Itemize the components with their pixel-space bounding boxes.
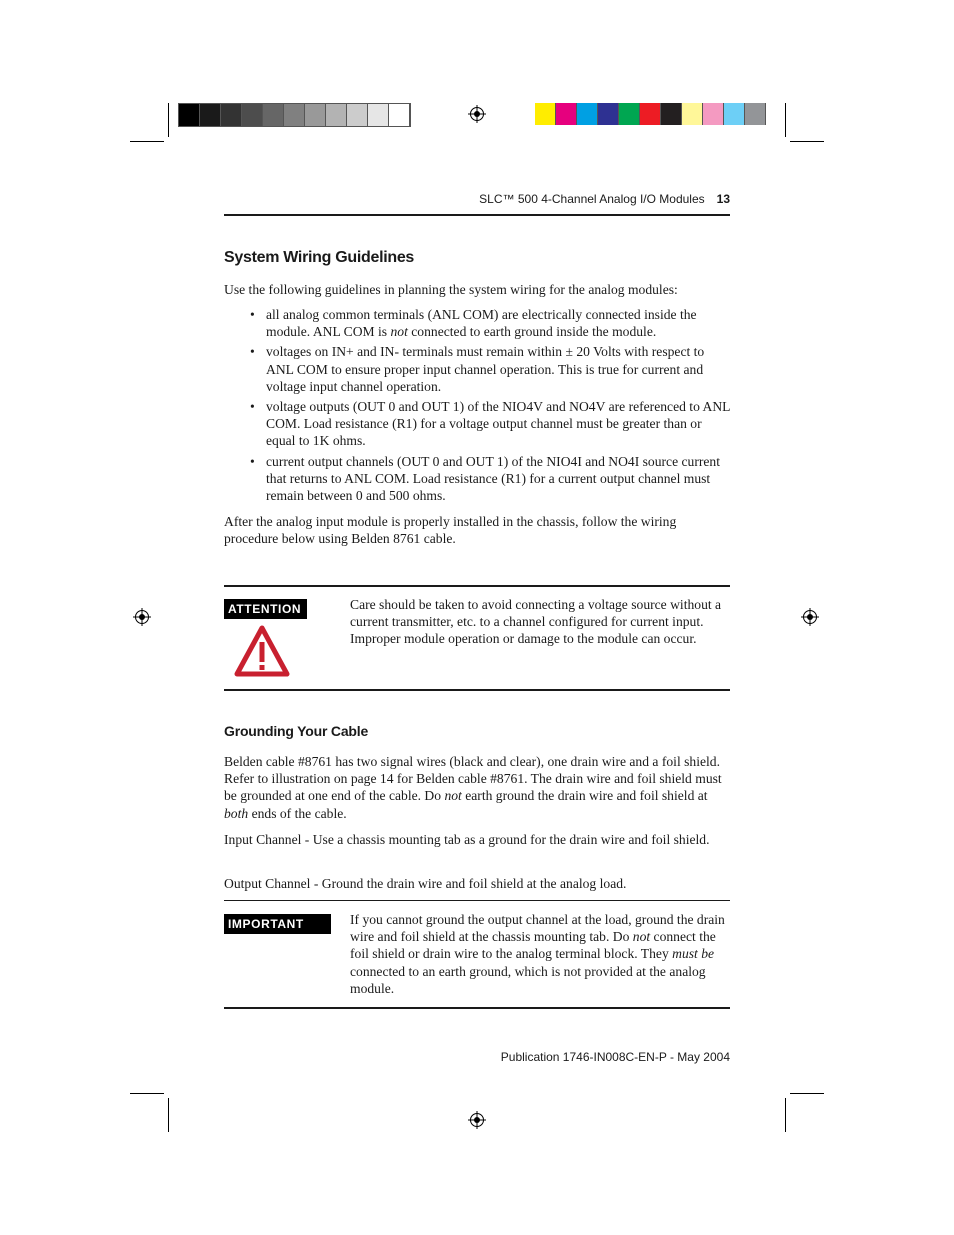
color-swatch bbox=[368, 104, 389, 126]
important-text: If you cannot ground the output channel at the load, ground the drain wire and foil shield at the chassis mounting tab. Do not connect the foil shield or drain wire to the analog terminal block. They must be connected to an earth ground, which is not provided at the analog module. bbox=[350, 912, 725, 996]
registration-mark-icon bbox=[801, 608, 819, 626]
color-swatch bbox=[745, 103, 766, 125]
color-swatch bbox=[577, 103, 598, 125]
color-swatch bbox=[682, 103, 703, 125]
crop-mark bbox=[168, 1098, 169, 1132]
color-swatch bbox=[598, 103, 619, 125]
input-channel-paragraph: Input Channel - Use a chassis mounting tab as a ground for the drain wire and foil shield. bbox=[224, 832, 710, 847]
color-swatch bbox=[724, 103, 745, 125]
wiring-procedure-paragraph: After the analog input module is properly installed in the chassis, follow the wiring procedure below using Belden 8761 cable. bbox=[224, 514, 677, 547]
page-number: 13 bbox=[716, 192, 730, 206]
color-swatch bbox=[640, 103, 661, 125]
color-swatch bbox=[556, 103, 577, 125]
crop-mark bbox=[168, 103, 169, 137]
warning-triangle-icon bbox=[234, 625, 290, 677]
important-top-rule bbox=[224, 900, 730, 901]
running-header bbox=[420, 192, 730, 206]
color-swatch bbox=[200, 104, 221, 126]
important-bottom-rule bbox=[224, 1007, 730, 1009]
list-item: • all analog common terminals (ANL COM) are electrically connected inside the module. ANL COM is not connected to earth ground inside the module. bbox=[250, 306, 730, 340]
subsection-heading: Grounding Your Cable bbox=[224, 723, 369, 739]
color-swatch bbox=[242, 104, 263, 126]
color-swatch bbox=[284, 104, 305, 126]
attention-text: Care should be taken to avoid connecting a voltage source without a current transmitter, etc. to a channel configured for current input. Improper module operation or damage to the module can occur. bbox=[350, 597, 722, 647]
crop-mark bbox=[785, 1098, 786, 1132]
crop-mark bbox=[130, 141, 164, 142]
crop-mark bbox=[790, 141, 824, 142]
header-rule bbox=[224, 214, 730, 216]
color-swatch bbox=[305, 104, 326, 126]
crop-mark bbox=[130, 1093, 164, 1094]
attention-badge: ATTENTION bbox=[224, 599, 307, 619]
output-channel-paragraph: Output Channel - Ground the drain wire and foil shield at the analog load. bbox=[224, 876, 627, 891]
process-color-bar bbox=[535, 103, 766, 125]
grounding-paragraph: Belden cable #8761 has two signal wires (black and clear), one drain wire and a foil shield. Refer to illustration on page 14 for Belden cable #8761. The drain wire and foil shield must be grounded at one end of the cable. Do not earth ground the drain wire and foil shield at both ends of the cable. bbox=[224, 754, 722, 821]
list-item: • voltages on IN+ and IN- terminals must remain within ± 20 Volts with respect to ANL COM to ensure proper input channel operation. This is true for current and voltage input channel operation. bbox=[250, 343, 730, 395]
attention-bottom-rule bbox=[224, 689, 730, 691]
attention-top-rule bbox=[224, 585, 730, 587]
list-item: • current output channels (OUT 0 and OUT 1) of the NIO4I and NO4I source current that returns to ANL COM. Load resistance (R1) for a current output channel must remain between 0 and 500 ohms. bbox=[250, 453, 730, 505]
registration-mark-icon bbox=[468, 105, 486, 123]
color-swatch bbox=[347, 104, 368, 126]
registration-mark-icon bbox=[133, 608, 151, 626]
color-swatch bbox=[263, 104, 284, 126]
color-swatch bbox=[221, 104, 242, 126]
intro-paragraph: Use the following guidelines in planning the system wiring for the analog modules: bbox=[224, 282, 678, 297]
color-swatch bbox=[703, 103, 724, 125]
list-item: • voltage outputs (OUT 0 and OUT 1) of the NIO4V and NO4V are referenced to ANL COM. Load resistance (R1) for a voltage output channel must be greater than or equal to 1K ohms. bbox=[250, 398, 730, 450]
color-swatch bbox=[389, 104, 410, 126]
color-swatch bbox=[326, 104, 347, 126]
color-swatch bbox=[661, 103, 682, 125]
section-heading: System Wiring Guidelines bbox=[224, 249, 415, 266]
guidelines-list bbox=[250, 306, 730, 507]
color-swatch bbox=[535, 103, 556, 125]
crop-mark bbox=[785, 103, 786, 137]
color-swatch bbox=[179, 104, 200, 126]
crop-mark bbox=[790, 1093, 824, 1094]
registration-mark-icon bbox=[468, 1111, 486, 1129]
publication-footer: Publication 1746-IN008C-EN-P - May 2004 bbox=[500, 1050, 730, 1064]
header-title: SLC™ 500 4-Channel Analog I/O Modules bbox=[479, 192, 705, 206]
color-swatch bbox=[619, 103, 640, 125]
important-badge: IMPORTANT bbox=[224, 914, 331, 934]
grayscale-color-bar bbox=[178, 103, 411, 127]
